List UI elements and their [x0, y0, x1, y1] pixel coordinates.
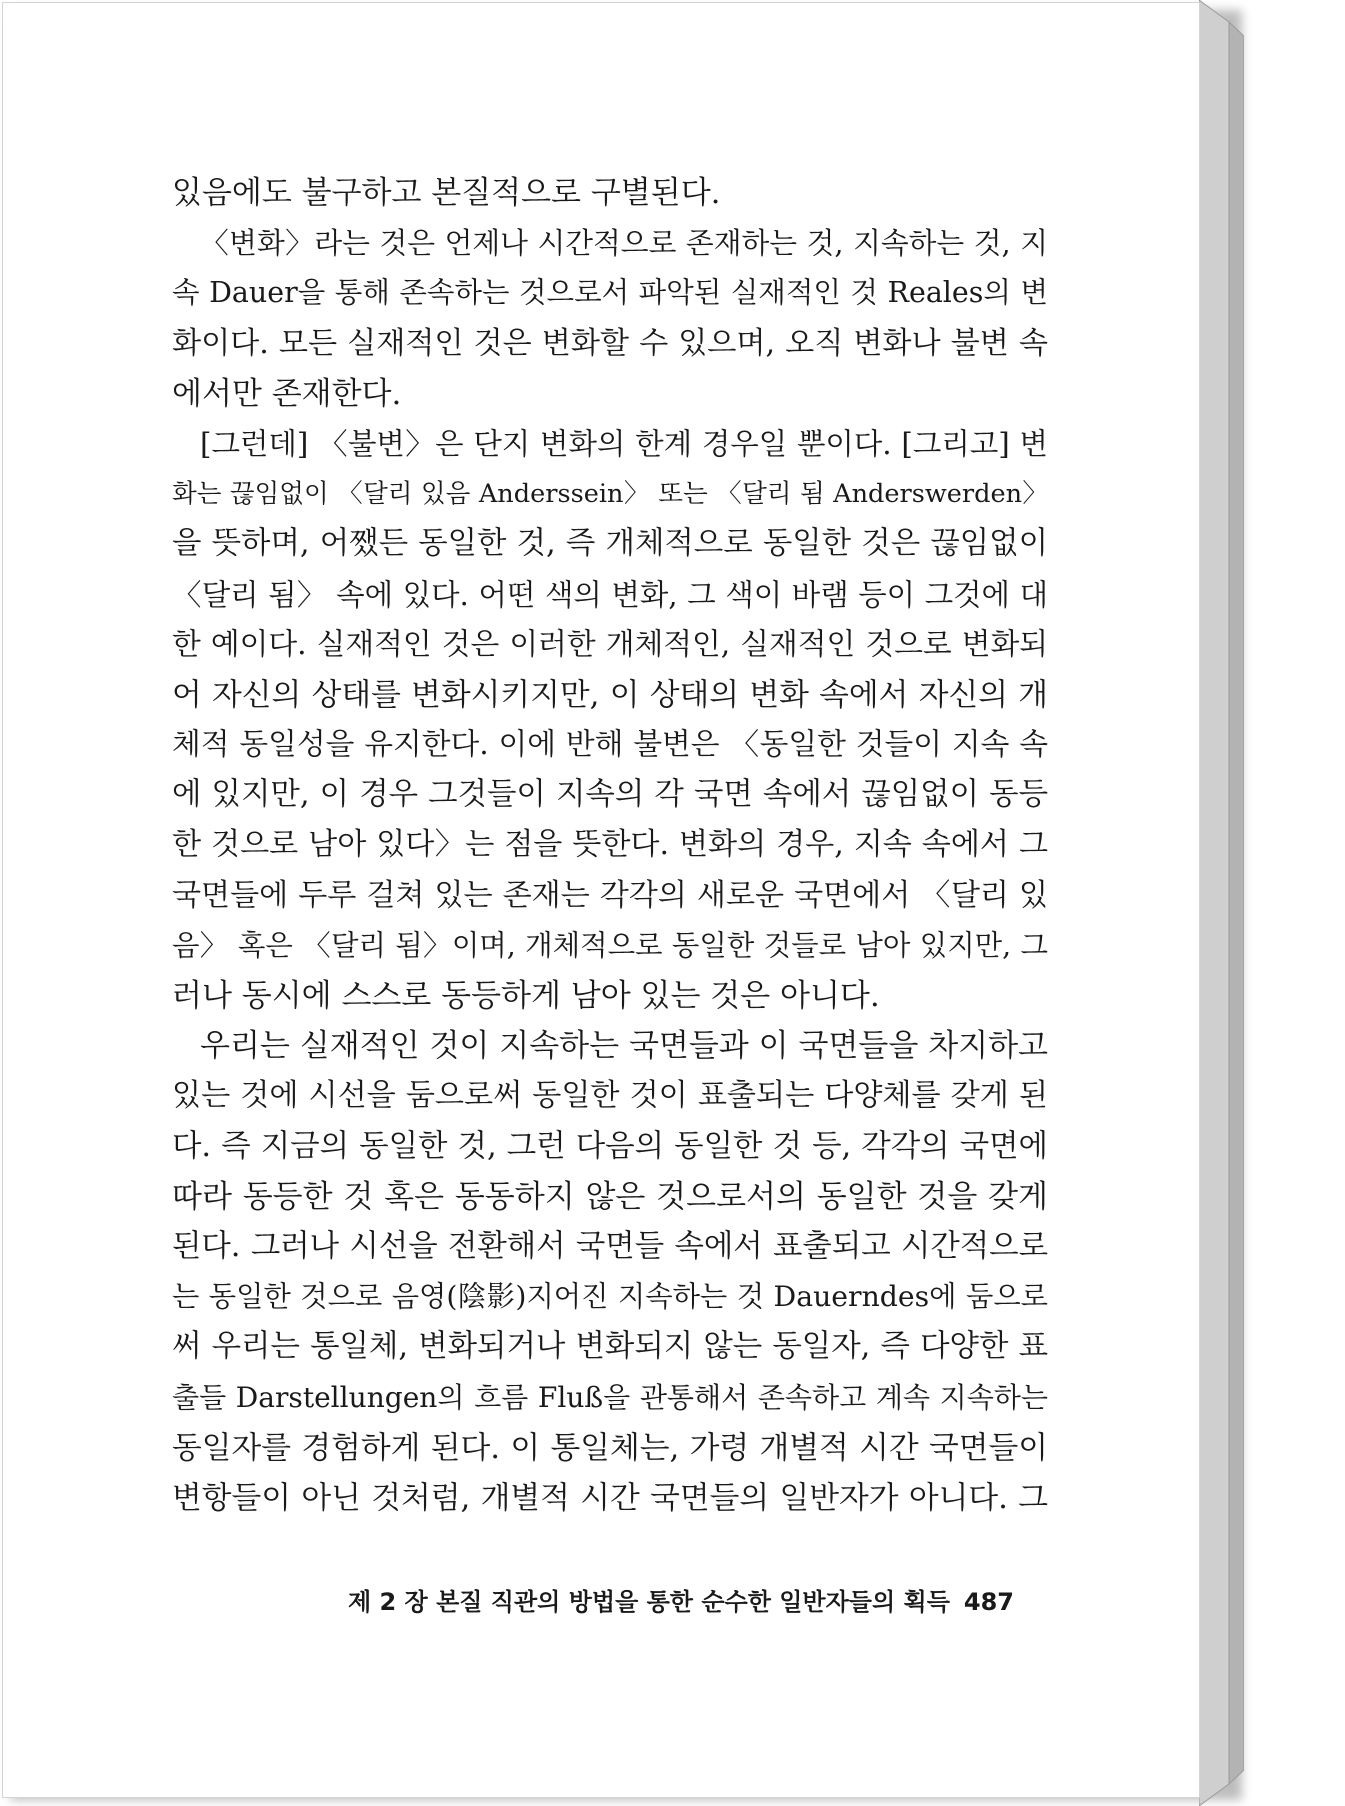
text-line: 체적 동일성을 유지한다. 이에 반해 불변은 〈동일한 것들이 지속 속	[172, 727, 1048, 763]
text-line: 동일자를 경험하게 된다. 이 통일체는, 가령 개별적 시간 국면들이	[172, 1429, 1048, 1466]
text-line: 있음에도 불구하고 본질적으로 구별된다.	[172, 175, 721, 211]
text-line: 어 자신의 상태를 변화시키지만, 이 상태의 변화 속에서 자신의 개	[172, 676, 1048, 713]
text-line: 〈달리 됨〉 속에 있다. 어떤 색의 변화, 그 색이 바램 등이 그것에 대	[172, 577, 1048, 612]
text-line: 있는 것에 시선을 둠으로써 동일한 것이 표출되는 다양체를 갖게 된	[172, 1078, 1048, 1114]
text-line: 음〉 혹은 〈달리 됨〉이며, 개체적으로 동일한 것들로 남아 있지만, 그	[172, 928, 1048, 962]
text-line: 속 Dauer을 통해 존속하는 것으로서 파악된 실재적인 것 Reales의 변	[172, 276, 1048, 310]
text-line: 러나 동시에 스스로 동등하게 남아 있는 것은 아니다.	[172, 978, 880, 1014]
text-line: 한 예이다. 실재적인 것은 이러한 개체적인, 실재적인 것으로 변화되	[172, 626, 1048, 662]
text-line: 출들 Darstellungen의 흐름 Fluß을 관통해서 존속하고 계속 지속하는	[172, 1380, 1048, 1414]
text-line: 다. 즉 지금의 동일한 것, 그런 다음의 동일한 것 등, 각각의 국면에	[172, 1128, 1048, 1164]
text-line: 에서만 존재한다.	[172, 375, 402, 412]
text-line: 화이다. 모든 실재적인 것은 변화할 수 있으며, 오직 변화나 불변 속	[172, 325, 1048, 361]
text-line: 한 것으로 남아 있다〉는 점을 뜻한다. 변화의 경우, 지속 속에서 그	[172, 827, 1048, 863]
text-line: 는 동일한 것으로 음영(陰影)지어진 지속하는 것 Dauerndes에 둠으로	[172, 1280, 1048, 1314]
page-footer	[172, 1582, 1014, 1622]
text-line: 에 있지만, 이 경우 그것들이 지속의 각 국면 속에서 끊임없이 동등	[172, 777, 1048, 813]
text-line: 국면들에 두루 걸쳐 있는 존재는 각각의 새로운 국면에서 〈달리 있	[172, 877, 1048, 913]
text-line: 써 우리는 통일체, 변화되거나 변화되지 않는 동일자, 즉 다양한 표	[172, 1329, 1048, 1365]
text-line: 따라 동등한 것 혹은 동동하지 않은 것으로서의 동일한 것을 갖게	[172, 1178, 1048, 1215]
chapter-title: 제 2 장 본질 직관의 방법을 통한 순수한 일반자들의 획득	[347, 1588, 950, 1616]
text-line: 우리는 실재적인 것이 지속하는 국면들과 이 국면들을 차지하고	[200, 1028, 1048, 1065]
page-edge	[1199, 0, 1244, 1806]
text-line: 화는 끊임없이 〈달리 있음 Anderssein〉 또는 〈달리 됨 Anderswerden〉	[172, 479, 1048, 510]
text-line: 을 뜻하며, 어쨌든 동일한 것, 즉 개체적으로 동일한 것은 끊임없이	[172, 526, 1048, 562]
text-line: 변항들이 아닌 것처럼, 개별적 시간 국면들의 일반자가 아니다. 그	[172, 1479, 1048, 1516]
text-line: 된다. 그러나 시선을 전환해서 국면들 속에서 표출되고 시간적으로	[172, 1228, 1048, 1264]
page-number: 487	[963, 1588, 1014, 1616]
text-line: [그런데] 〈불변〉은 단지 변화의 한계 경우일 뿐이다. [그리고] 변	[200, 426, 1048, 461]
text-line: 〈변화〉라는 것은 언제나 시간적으로 존재하는 것, 지속하는 것, 지	[200, 226, 1048, 261]
body-text	[172, 168, 1048, 1523]
